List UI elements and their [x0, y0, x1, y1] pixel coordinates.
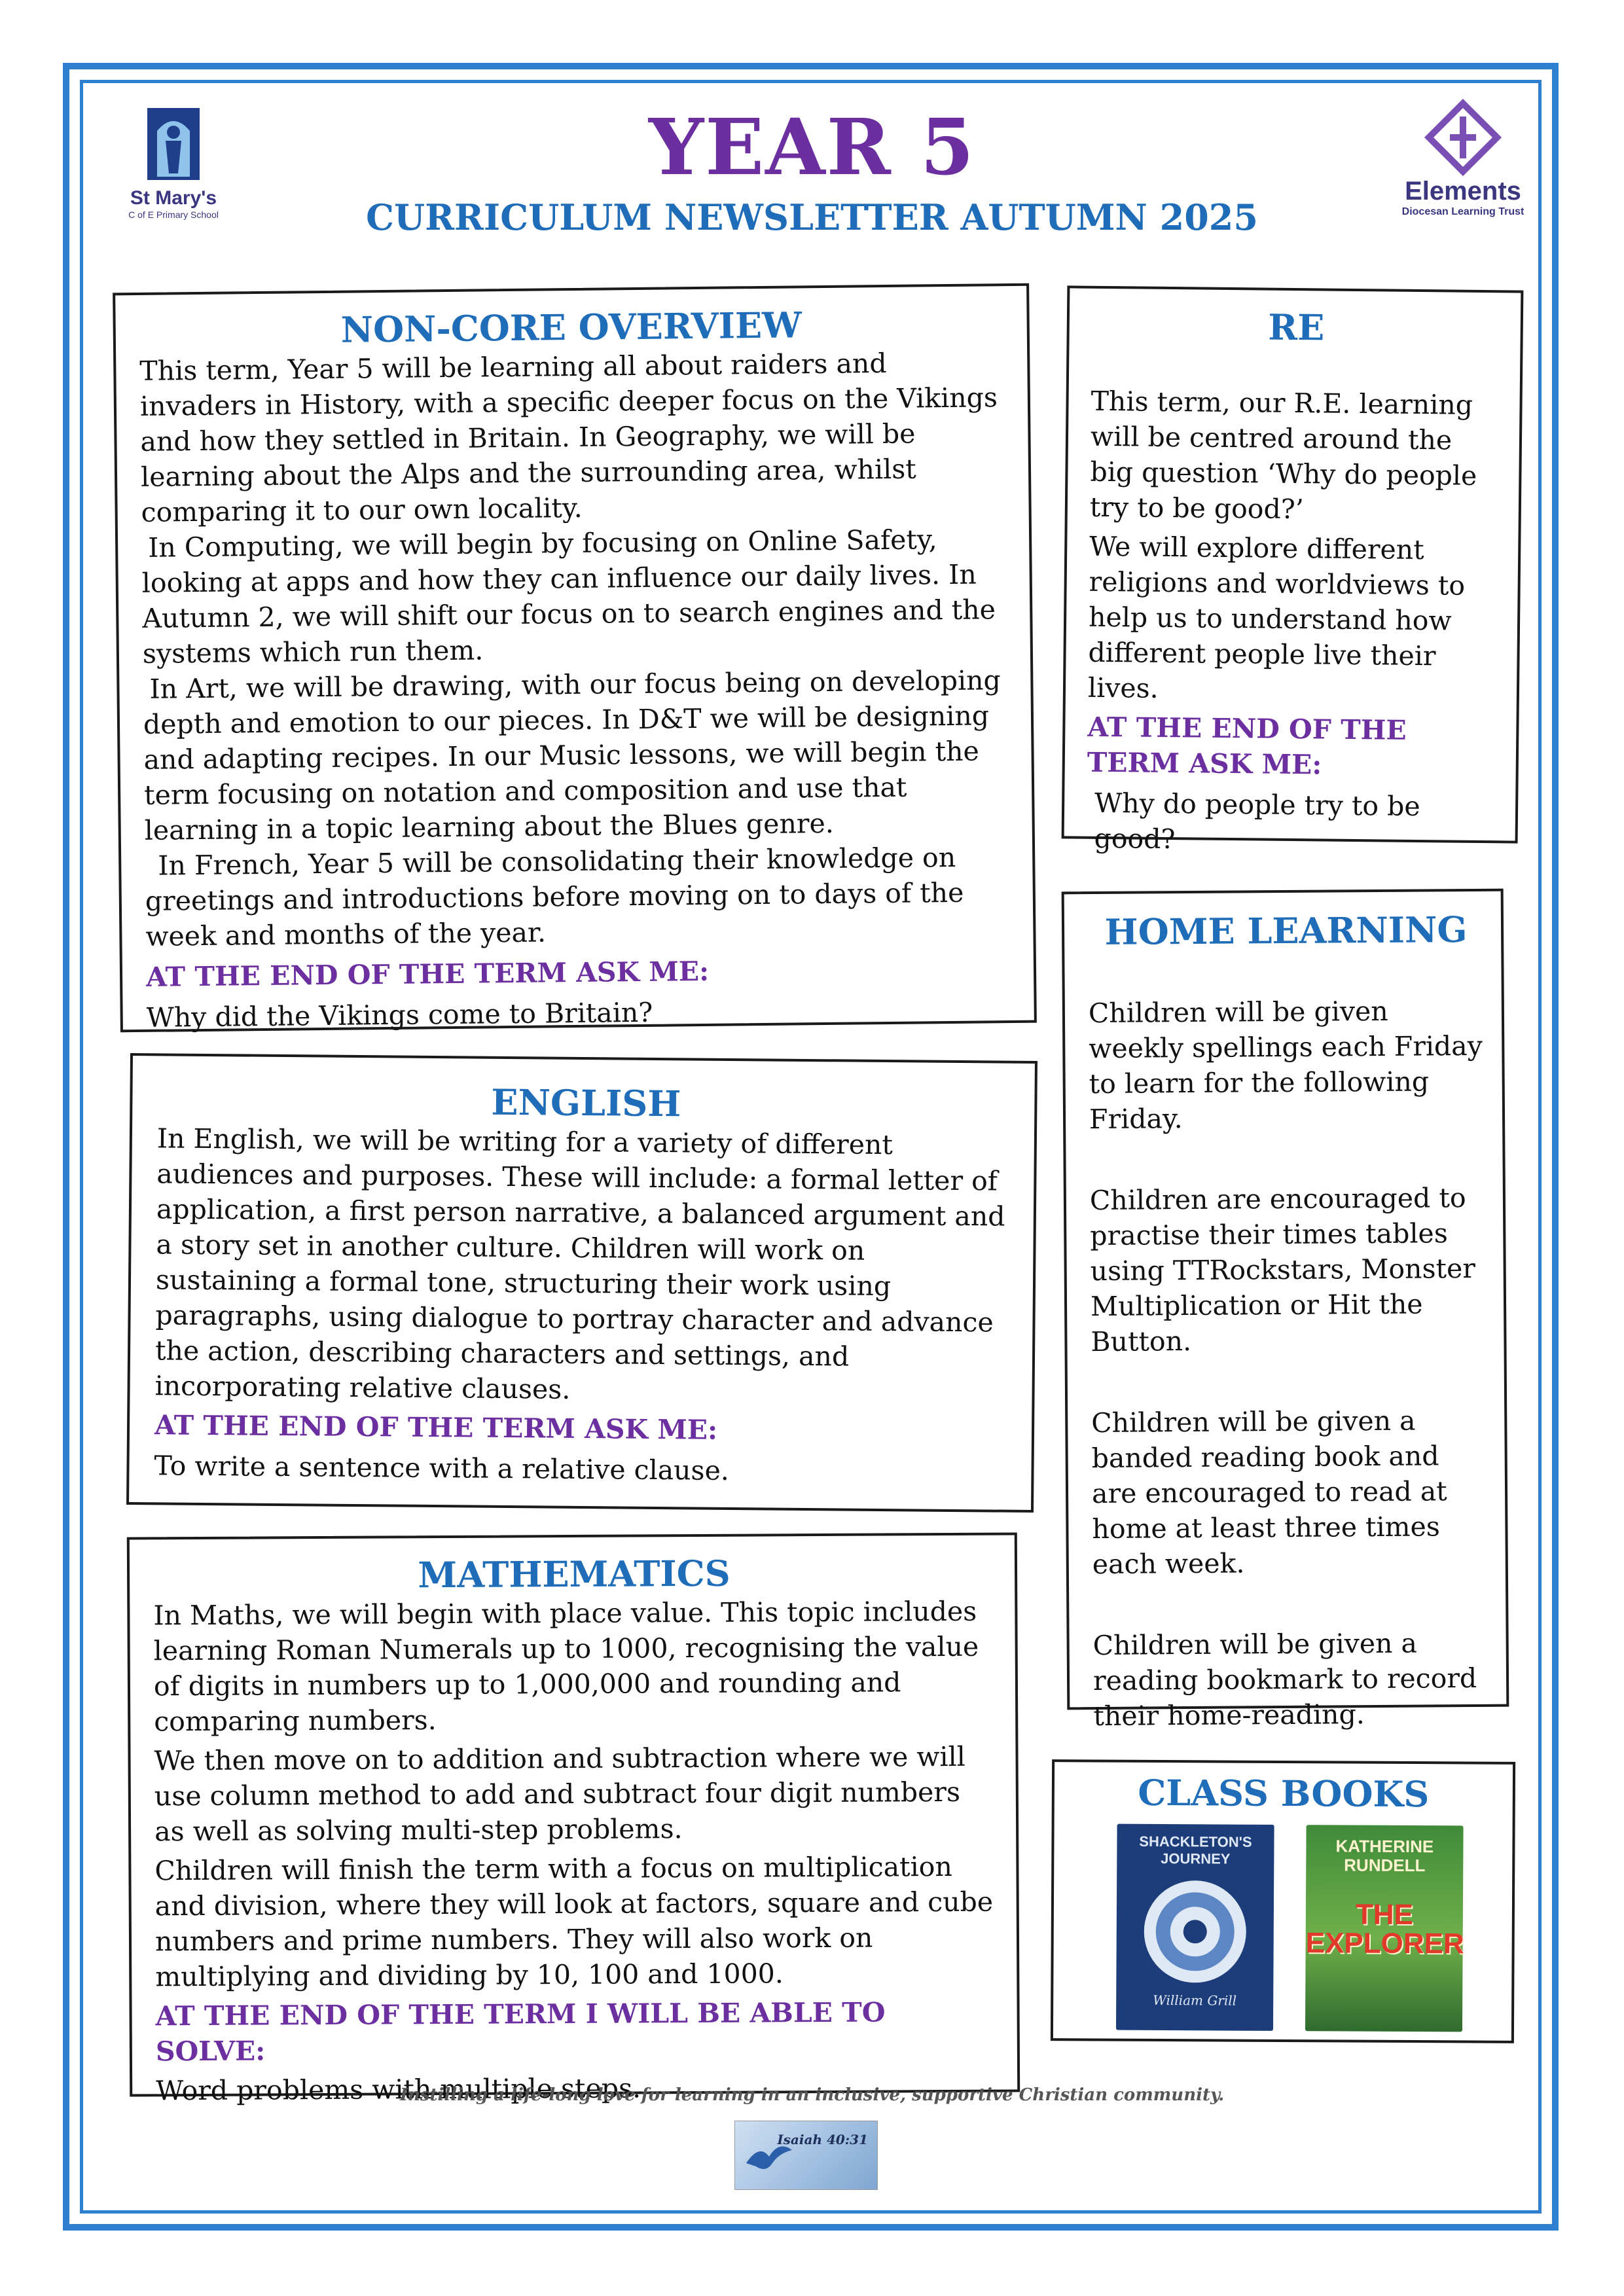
english-section — [126, 1053, 1038, 1513]
compass-icon — [1139, 1876, 1251, 1988]
page-title: YEAR 5 — [649, 101, 975, 192]
noncore-paragraph: In Art, we will be drawing, with our focus being on developing depth and emotion to our pieces. In D&T we will be designing and adapting recipes. In our Music lessons, we will begin the term focusing on notation and composition and use that learning in a topic learning about the Blues genre. — [143, 664, 1001, 846]
noncore-paragraph: In French, Year 5 will be consolidating their knowledge on greetings and introductions before moving on to days of the week and months of the year. — [145, 841, 964, 952]
re-ask-label: AT THE END OF THE TERM ASK ME: — [1087, 711, 1407, 781]
home-paragraph: Children are encouraged to practise their times tables using TTRockstars, Monster Multiplication or Hit the Button. — [1089, 1181, 1476, 1357]
english-ask-label: AT THE END OF THE TERM ASK ME: — [154, 1409, 718, 1446]
footer-verse-badge — [734, 2121, 878, 2190]
english-paragraph: In English, we will be writing for a variety of different audiences and purposes. These will include: a formal letter of application, a first person narrative, a balanced argument and a story set in another culture. Children will work on sustaining a formal tone, structuring their work using paragraphs, using dialogue to portray character and advance the action, describing characters and settings, and incorporating relative clauses. — [154, 1122, 1005, 1405]
english-heading: ENGLISH — [491, 1081, 681, 1125]
book1-author: William Grill — [1153, 1992, 1237, 2009]
home-paragraph: Children will be given a banded reading book and are encouraged to read at home at least three times each week. — [1091, 1405, 1447, 1580]
re-ask-answer: Why do people try to be good? — [1094, 787, 1420, 855]
school-subtitle: C of E Primary School — [128, 209, 219, 220]
noncore-section — [113, 283, 1037, 1033]
book-cover-shackleton — [1116, 1824, 1274, 2031]
noncore-paragraph: This term, Year 5 will be learning all about raiders and invaders in History, with a specific deeper focus on the Vikings and how they settled in Britain. In Geography, we will be learning about the Alps and the surrounding area, whilst comparing it to our own locality. — [139, 347, 998, 528]
re-section — [1062, 285, 1524, 855]
home-learning-section — [1062, 889, 1509, 1732]
re-paragraph: This term, our R.E. learning will be centred around the big question ‘Why do people try to be good?’ — [1089, 385, 1477, 525]
book2-title: THE EXPLORER — [1305, 1898, 1464, 1960]
home-heading: HOME LEARNING — [1104, 908, 1468, 953]
page-subtitle: CURRICULUM NEWSLETTER AUTUMN 2025 — [366, 196, 1258, 238]
maths-ask-answer: Word problems with multiple steps. — [156, 2072, 641, 2107]
trust-name: Elements — [1405, 177, 1521, 206]
book-cover-explorer — [1305, 1825, 1464, 2032]
books-heading: CLASS BOOKS — [1138, 1771, 1430, 1816]
maths-paragraph: In Maths, we will begin with place value. This topic includes learning Roman Numerals up to 1000, recognising the value of digits in numbers up to 1,000,000 and rounding and comparing numbers. — [153, 1595, 979, 1738]
school-name: St Mary's — [130, 187, 217, 209]
english-ask-answer: To write a sentence with a relative clause. — [154, 1450, 730, 1486]
re-heading: RE — [1267, 306, 1325, 349]
noncore-paragraph: In Computing, we will begin by focusing on Online Safety, looking at apps and how they can influence our daily lives. In Autumn 2, we will shift our focus on to search engines and the systems which run them. — [141, 523, 996, 670]
book1-title: SHACKLETON'S JOURNEY — [1139, 1833, 1252, 1867]
maths-paragraph: Children will finish the term with a focus on multiplication and division, where they will look at factors, square and cube numbers and prime numbers. They will also work on multiplying and dividing by 10, 100 and 1000. — [154, 1850, 994, 1993]
noncore-ask-answer: Why did the Vikings come to Britain? — [146, 996, 653, 1033]
footer-verse: Isaiah 40:31 — [777, 2132, 868, 2147]
maths-paragraph: We then move on to addition and subtraction where we will use column method to add and subtract four digit numbers as well as solving multi-step problems. — [154, 1740, 965, 1848]
noncore-heading: NON-CORE OVERVIEW — [340, 304, 803, 351]
noncore-ask-label: AT THE END OF THE TERM ASK ME: — [145, 955, 710, 993]
home-paragraph: Children will be given a reading bookmark to record their home-reading. — [1092, 1627, 1477, 1732]
home-paragraph: Children will be given weekly spellings each Friday to learn for the following Friday. — [1088, 995, 1483, 1135]
re-paragraph: We will explore different religions and worldviews to help us to understand how different people live their lives. — [1087, 530, 1466, 704]
maths-heading: MATHEMATICS — [418, 1552, 731, 1596]
book2-author: KATHERINE RUNDELL — [1335, 1836, 1434, 1875]
class-books-section — [1051, 1759, 1515, 2043]
maths-ask-label: AT THE END OF THE TERM I WILL BE ABLE TO SOLVE: — [155, 1996, 886, 2068]
trust-subtitle: Diocesan Learning Trust — [1401, 206, 1525, 217]
footer-motto: Instilling a life-long love for learning in an inclusive, supportive Christian community. — [399, 2085, 1225, 2105]
